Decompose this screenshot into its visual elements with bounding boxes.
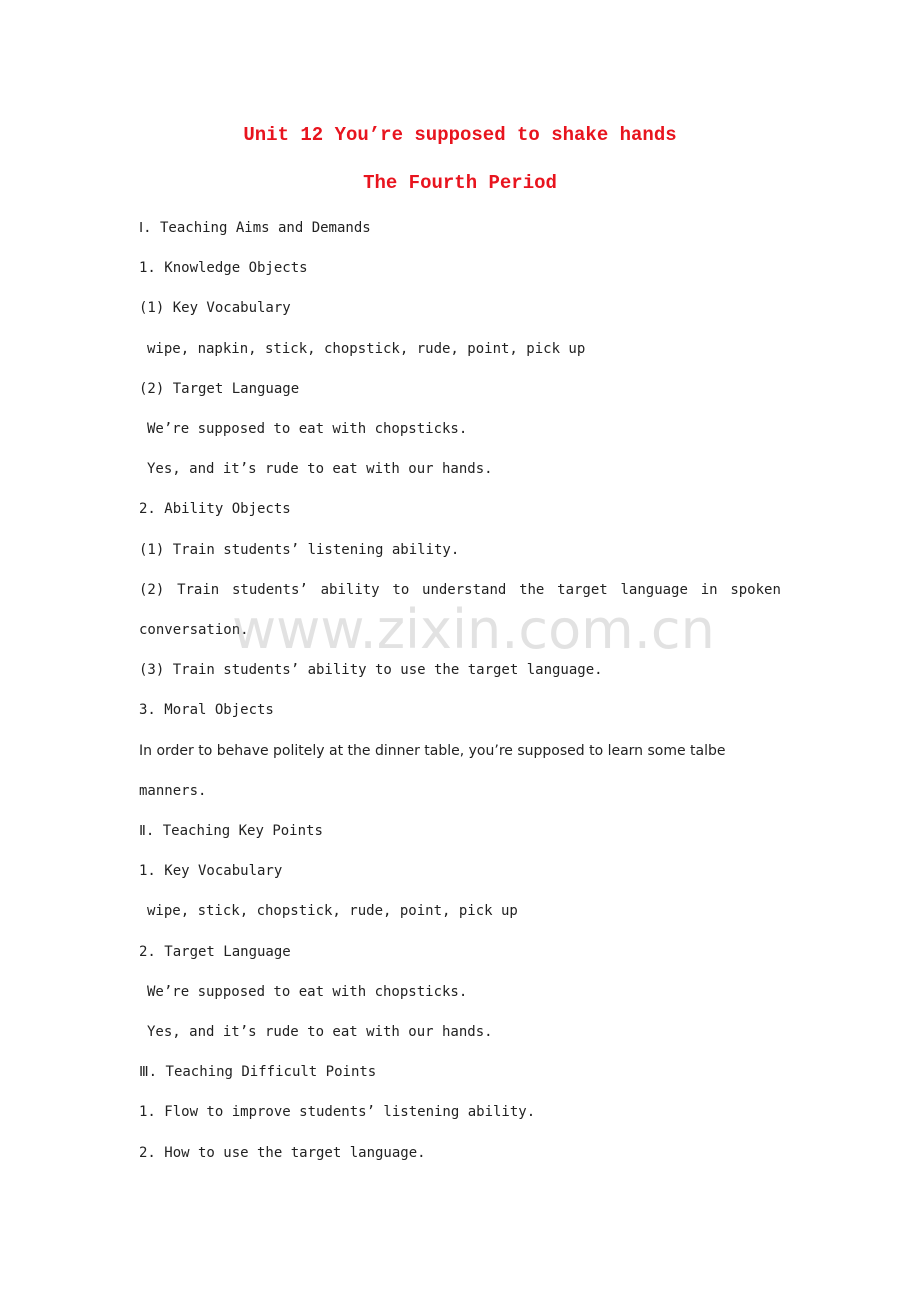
ability-objects-heading: 2. Ability Objects [139, 501, 291, 517]
target-language-sentence-1: We’re supposed to eat with chopsticks. [147, 421, 468, 437]
ability-item-2-word: ability [320, 582, 380, 598]
difficult-point-1: 1. Flow to improve students’ listening ability. [139, 1104, 536, 1120]
ability-item-2-word: (2) [139, 582, 165, 598]
section-heading-key-points: Ⅱ. Teaching Key Points [139, 823, 323, 839]
ability-item-3: (3) Train students’ ability to use the target language. [139, 662, 603, 678]
document-title: Unit 12 You’re supposed to shake hands [243, 124, 677, 146]
document-subtitle: The Fourth Period [363, 172, 557, 194]
moral-objects-text-continued: manners. [139, 783, 207, 799]
moral-objects-text: In order to behave politely at the dinner table, you’re supposed to learn some talbe [139, 743, 726, 759]
knowledge-objects-heading: 1. Knowledge Objects [139, 260, 308, 276]
ability-item-2-word: spoken [730, 582, 781, 598]
key-vocabulary-list: wipe, napkin, stick, chopstick, rude, point, pick up [147, 341, 586, 357]
watermark: www.zixin.com.cn [232, 598, 715, 661]
ability-item-2-word: language [620, 582, 688, 598]
key-points-vocabulary-list: wipe, stick, chopstick, rude, point, pick up [147, 903, 518, 919]
difficult-point-2: 2. How to use the target language. [139, 1145, 426, 1161]
moral-objects-heading: 3. Moral Objects [139, 702, 274, 718]
key-points-sentence-1: We’re supposed to eat with chopsticks. [147, 984, 468, 1000]
ability-item-1: (1) Train students’ listening ability. [139, 542, 460, 558]
ability-item-2-word: in [700, 582, 718, 598]
section-heading-difficult-points: Ⅲ. Teaching Difficult Points [139, 1064, 377, 1080]
key-points-vocabulary-heading: 1. Key Vocabulary [139, 863, 283, 879]
ability-item-2-word: students’ [231, 582, 308, 598]
target-language-sentence-2: Yes, and it’s rude to eat with our hands. [147, 461, 493, 477]
section-heading-aims: Ⅰ. Teaching Aims and Demands [139, 220, 371, 236]
ability-item-2-word: target [557, 582, 608, 598]
ability-item-2-continued: conversation. [139, 622, 249, 638]
ability-item-2-word: understand [422, 582, 507, 598]
ability-item-2-word: the [519, 582, 545, 598]
ability-item-2-word: to [392, 582, 410, 598]
ability-item-2-word: Train [177, 582, 220, 598]
key-vocabulary-heading: (1) Key Vocabulary [139, 300, 291, 316]
target-language-heading: (2) Target Language [139, 381, 300, 397]
key-points-target-language-heading: 2. Target Language [139, 944, 291, 960]
key-points-sentence-2: Yes, and it’s rude to eat with our hands. [147, 1024, 493, 1040]
ability-item-2 [139, 581, 781, 599]
